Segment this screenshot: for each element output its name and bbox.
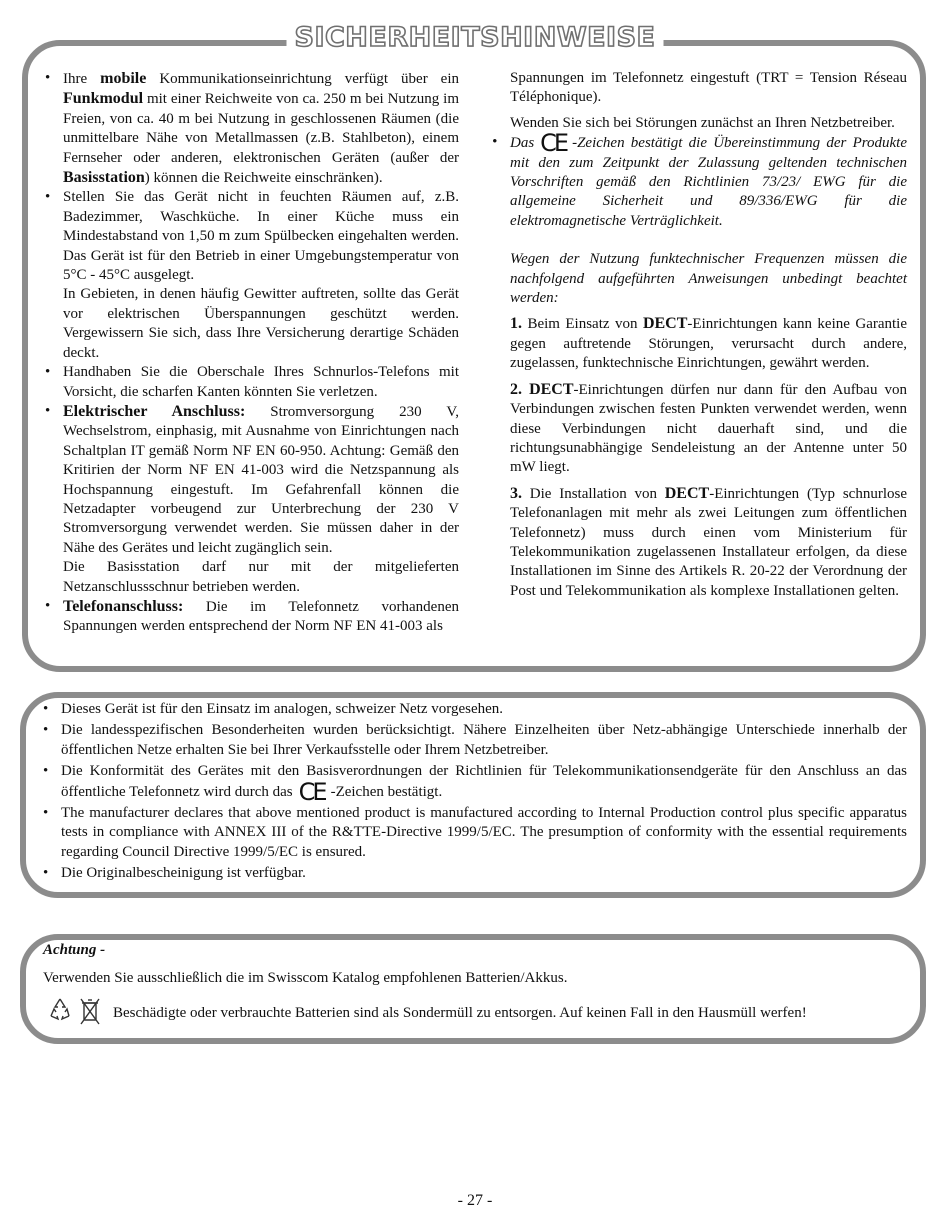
- list-item: • Handhaben Sie die Oberschale Ihres Schnurlos-Telefons mit Vorsicht, die scharfen Kanten könnten Sie verletzen.: [43, 363, 459, 402]
- ce-mark-icon: CE: [540, 129, 567, 158]
- ce-mark-icon: CE: [298, 777, 325, 806]
- list-item: • Elektrischer Anschluss: Stromversorgung 230 V, Wechselstrom, einphasig, mit Ausnahme von Einrichtungen nach Schaltplan IT gemäß Norm NF EN 60-950. Achtung: Gemäß den Kritirien der Norm NF EN 41-003 wird die Netzspannung als Hochspannung eingestuft. Im Gefahrenfall können die Netzadapter vorbeugend zur Unterbrechung der 230 V Stromversorgung verwendet werden. Sie müssen daher in der Nähe des Gerätes und leicht zugänglich sein. Die Basisstation darf nur mit der mitgelieferten Netzanschlussschnur betrieben werden.: [43, 402, 459, 597]
- recycle-icon: [47, 996, 73, 1032]
- conformity-list: [41, 700, 907, 886]
- list-item: • The manufacturer declares that above mentioned product is manufactured according to Internal Production control plus specific apparatus tests in compliance with ANNEX III of the R&TTE-Directive 1999/5/EC. The presumption of conformity with the essential requirements regarding Council Directive 1999/5/EC is ensured.: [41, 804, 907, 862]
- list-item: • Stellen Sie das Gerät nicht in feuchten Räumen auf, z.B. Badezimmer, Waschküche. In einer Küche muss ein Mindestabstand von 1,50 m zum Spülbecken eingehalten werden. Das Gerät ist für den Betrieb in einer Umgebungstemperatur von 5°C - 45°C ausgelegt. In Gebieten, in denen häufig Gewitter auftreten, sollte das Gerät vor elektrischen Überspannungen geschützt werden. Vergewissern Sie sich, dass Ihre Versicherung derartige Schäden deckt.: [43, 188, 459, 363]
- paragraph: Spannungen im Telefonnetz eingestuft (TRT = Tension Réseau Téléphonique).: [510, 70, 907, 106]
- page-number: - 27 -: [457, 1192, 493, 1209]
- numbered-item: 3. Die Installation von DECT-Einrichtungen (Typ schnurlose Telefonanlagen mit mehr als zwei Leitungen zum öffentlichen Telefonnetz) muss durch einen vom Ministerium für Telekommunikation zugelassenen Installateur erfolgen, da diese Installationen im Sinne des Artikels R. 20-22 der Verordnung der Post und Telekommunikation als komplexe Installationen gelten.: [510, 484, 907, 599]
- numbered-item: 2. DECT-Einrichtungen dürfen nur dann für den Aufbau von Verbindungen zwischen festen Punkten verwendet werden, wenn diese Verbindungen nicht dauerhaft sind, und die richtungsunabhängige Sendeleistung an der Antenne unter 50 mW liegt.: [510, 380, 908, 476]
- left-column: [43, 69, 459, 637]
- disposal-note: Beschädigte oder verbrauchte Batterien sind als Sondermüll zu entsorgen. Auf keinen Fall in den Hausmüll werfen!: [113, 1005, 807, 1022]
- list-item: • Die Originalbescheinigung ist verfügbar.: [41, 864, 907, 883]
- page-title: SICHERHEITSHINWEISE: [287, 20, 664, 56]
- numbered-item: 1. Beim Einsatz von DECT-Einrichtungen kann keine Garantie gegen auftretende Störungen, verursacht durch andere, zugelassen, funktechnische Einrichtungen, gewährt werden.: [510, 315, 907, 372]
- crossed-bin-icon: [79, 996, 101, 1032]
- list-item: • Telefonanschluss: Die im Telefonnetz vorhandenen Spannungen werden entsprechend der Norm NF EN 41-003 als: [43, 597, 459, 637]
- list-item: • Die Konformität des Gerätes mit den Basisverordnungen der Richtlinien für Telekommunikationsendgeräte für den Anschluss an das öffentliche Telefonnetz wird durch das CE -Zeichen bestätigt.: [41, 762, 907, 802]
- paragraph: Wenden Sie sich bei Störungen zunächst an Ihren Netzbetreiber.: [510, 114, 895, 131]
- warning-heading: Achtung -: [43, 942, 106, 958]
- battery-warning: [43, 941, 903, 1032]
- list-item: • Das CE -Zeichen bestätigt die Übereinstimmung der Produkte mit den zum Zeitpunkt der Zulassung geltenden technischen Vorschriften gemäß den Richtlinien 73/23/ EWG für die allgemeine Sicherheit und 89/336/EWG für die elektromagnetische Verträglichkeit.: [490, 133, 907, 231]
- list-item: • Die landesspezifischen Besonderheiten wurden berücksichtigt. Nähere Einzelheiten über Netz-abhängige Unterschiede innerhalb der öffentlichen Netze erhalten Sie bei Ihrer Verkaufsstelle oder Ihrem Netzbetreiber.: [41, 721, 907, 760]
- paragraph: Wegen der Nutzung funktechnischer Frequenzen müssen die nachfolgend aufgeführten Anweisungen unbedingt beachtet werden:: [510, 251, 907, 307]
- list-item: • Dieses Gerät ist für den Einsatz im analogen, schweizer Netz vorgesehen.: [41, 700, 907, 719]
- list-item: • Ihre mobile Kommunikationseinrichtung verfügt über ein Funkmodul mit einer Reichweite von ca. 250 m bei Nutzung im Freien, von ca. 40 m bei Nutzung in geschlossenen Räumen (die unmittelbare Nähe von Metallmassen (z.B. Stahlbeton), einem Fernseher oder anderen, elektronischen Geräten (außer der Basisstation) können die Reichweite einschränken).: [43, 69, 459, 188]
- paragraph: Verwenden Sie ausschließlich die im Swisscom Katalog empfohlenen Batterien/Akkus.: [43, 970, 568, 987]
- right-column: [510, 69, 907, 601]
